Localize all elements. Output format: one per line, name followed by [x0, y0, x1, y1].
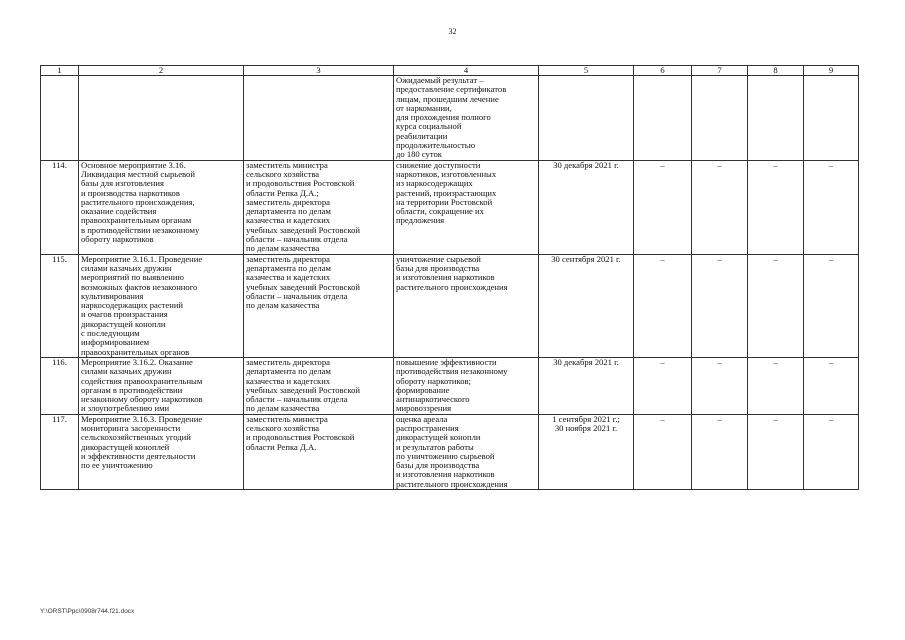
col8-cell: –: [748, 254, 804, 357]
activity-cell: Основное мероприятие 3.16. Ликвидация местной сырьевой базы для изготовления и производства наркотиков растительного происхождения, оказание содействия правоохранительным органам в противодействии незаконному обороту наркотиков: [79, 160, 244, 254]
column-header: 6: [634, 66, 692, 76]
column-header: 9: [804, 66, 859, 76]
col7-cell: –: [692, 254, 748, 357]
col7-cell: [692, 76, 748, 161]
col9-cell: [804, 76, 859, 161]
responsible-cell: заместитель министра сельского хозяйства и продовольствия Ростовской области Репка Д.А.: [244, 414, 394, 489]
date-cell: 1 сентября 2021 г.; 30 ноября 2021 г.: [539, 414, 634, 489]
col9-cell: –: [804, 254, 859, 357]
activity-cell: [79, 76, 244, 161]
file-path-footer: Y:\ORST\Ppc\0908r744.f21.docx: [40, 608, 135, 615]
col6-cell: –: [634, 254, 692, 357]
col8-cell: –: [748, 160, 804, 254]
table-row: [41, 414, 859, 489]
result-cell: повышение эффективности противодействия незаконному обороту наркотиков; формирование антинаркотического мировоззрения: [394, 357, 539, 414]
page-number: 32: [448, 27, 457, 36]
responsible-cell: заместитель директора департамента по делам казачества и кадетских учебных заведений Ростовской области – начальник отдела по делам казачества: [244, 254, 394, 357]
table-row: [41, 160, 859, 254]
col7-cell: –: [692, 414, 748, 489]
column-header: 8: [748, 66, 804, 76]
date-cell: 30 декабря 2021 г.: [539, 357, 634, 414]
table-row: [41, 76, 859, 161]
responsible-cell: заместитель министра сельского хозяйства и продовольствия Ростовской области Репка Д.А.; заместитель директора департамента по делам казачества и кадетских учебных заведений Ростовской области – начальник отдела по делам казачества: [244, 160, 394, 254]
column-header: 1: [41, 66, 79, 76]
date-cell: 30 сентября 2021 г.: [539, 254, 634, 357]
col7-cell: –: [692, 160, 748, 254]
measures-table: [40, 65, 859, 490]
column-header: 4: [394, 66, 539, 76]
result-cell: снижение доступности наркотиков, изготовленных из наркосодержащих растений, произрастающих на территории Ростовской области, сокращение их предложения: [394, 160, 539, 254]
col8-cell: [748, 76, 804, 161]
col8-cell: –: [748, 414, 804, 489]
col6-cell: –: [634, 160, 692, 254]
row-number: 114.: [41, 160, 79, 254]
result-cell: уничтожение сырьевой базы для производства и изготовления наркотиков растительного происхождения: [394, 254, 539, 357]
table-row: [41, 254, 859, 357]
col8-cell: –: [748, 357, 804, 414]
header-row: [41, 66, 859, 76]
col6-cell: –: [634, 414, 692, 489]
row-number: 116.: [41, 357, 79, 414]
date-cell: [539, 76, 634, 161]
activity-cell: Мероприятие 3.16.2. Оказание силами казачьих дружин содействия правоохранительным органам в противодействии незаконному обороту наркотиков и злоупотреблению ими: [79, 357, 244, 414]
col7-cell: –: [692, 357, 748, 414]
col6-cell: –: [634, 357, 692, 414]
responsible-cell: [244, 76, 394, 161]
col9-cell: –: [804, 160, 859, 254]
row-number: 117.: [41, 414, 79, 489]
activity-cell: Мероприятие 3.16.3. Проведение мониторинга засоренности сельскохозяйственных угодий дикорастущей коноплей и эффективности деятельности по ее уничтожению: [79, 414, 244, 489]
column-header: 5: [539, 66, 634, 76]
activity-cell: Мероприятие 3.16.1. Проведение силами казачьих дружин мероприятий по выявлению возможных фактов незаконного культивирования наркосодержащих растений и очагов произрастания дикорастущей конопли с последующим информированием правоохранительных органов: [79, 254, 244, 357]
table-row: [41, 357, 859, 414]
column-header: 2: [79, 66, 244, 76]
col6-cell: [634, 76, 692, 161]
column-header: 7: [692, 66, 748, 76]
col9-cell: –: [804, 357, 859, 414]
row-number: 115.: [41, 254, 79, 357]
result-cell: Ожидаемый результат – предоставление сертификатов лицам, прошедшим лечение от наркомании, для прохождения полного курса социальной реабилитации продолжительностью до 180 суток: [394, 76, 539, 161]
result-cell: оценка ареала распространения дикорастущей конопли и результатов работы по уничтожению сырьевой базы для производства и изготовления наркотиков растительного происхождения: [394, 414, 539, 489]
column-header: 3: [244, 66, 394, 76]
row-number: [41, 76, 79, 161]
date-cell: 30 декабря 2021 г.: [539, 160, 634, 254]
responsible-cell: заместитель директора департамента по делам казачества и кадетских учебных заведений Ростовской области – начальник отдела по делам казачества: [244, 357, 394, 414]
col9-cell: –: [804, 414, 859, 489]
